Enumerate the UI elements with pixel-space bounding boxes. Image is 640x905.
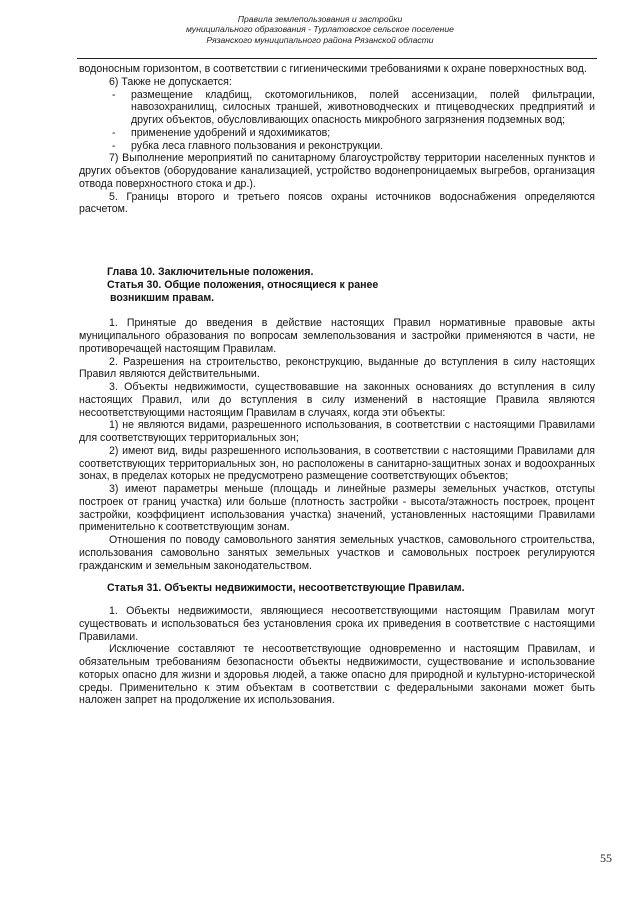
article-30-paragraph-2: 2. Разрешения на строительство, реконструкцию, выданные до вступления в силу настоящих Правил являются действительными. [79, 355, 595, 381]
paragraph-item-7: 7) Выполнение мероприятий по санитарному благоустройству территории населенных пунктов и других объектов (оборудование канализацией, устройство водонепроницаемых выгребов, организация отвода поверхностного стока и др.). [79, 152, 595, 190]
article-30-subitem-1: 1) не являются видами, разрешенного использования, в соответствии с настоящими Правилами для соответствующих территориальных зон; [79, 419, 595, 444]
list-item [79, 89, 595, 127]
list-dash: - [112, 139, 116, 152]
article-31-paragraph-2: Исключение составляют те несоответствующие одновременно и настоящим Правилам, и обязательным требованиям безопасности объекты недвижимости, существование и использование которых опасно для жизни и здоровья людей, а также опасно для природной и культурно-исторической среды. Применительно к этим объектам в соответствии с федеральными законами может быть наложен запрет на продолжение их использования. [79, 643, 595, 707]
list-item-text: размещение кладбищ, скотомогильников, полей ассенизации, полей фильтрации, навозохранилищ, силосных траншей, животноводческих и птицеводческих предприятий и других объектов, обусловливающих опасность микробного загрязнения подземных вод; [131, 88, 595, 126]
header-divider [77, 58, 597, 59]
article-30-subitem-3: 3) имеют параметры меньше (площадь и линейные размеры земельных участков, отступы построек от границ участка) или больше (плотность застройки - высота/этажность построек, процент застройки, коэффициент использования участка) значений, установленных настоящими Правилами применительно к соответствующим зонам. [79, 483, 595, 534]
article-31-paragraph-1: 1. Объекты недвижимости, являющиеся несоответствующими настоящим Правилам могут существовать и использоваться без установления срока их приведения в соответствие с настоящими Правилами. [79, 605, 595, 643]
article-30-heading-line-1: Статья 30. Общие положения, относящиеся к ранее [107, 278, 379, 291]
article-31-heading: Статья 31. Объекты недвижимости, несоответствующие Правилам. [107, 582, 465, 595]
header-line-3: Рязанского муниципального района Рязанской области [206, 34, 434, 45]
list-dash: - [112, 88, 116, 101]
header-line-1: Правила землепользования и застройки [237, 14, 403, 24]
header-line-2: муниципального образования - Турлатовское сельское поселение [186, 24, 454, 35]
article-30-heading-line-2: возникшим правам. [110, 291, 215, 304]
paragraph-item-6: 6) Также не допускается: [109, 75, 232, 88]
article-30-subitem-2: 2) имеют вид, виды разрешенного использования, в соответствии с настоящими Правилами для соответствующих территориальных зон, но расположены в санитарно-защитных зонах и водоохранных зонах, в пределах которых не предусмотрено размещение соответствующих объектов; [79, 444, 595, 483]
document-body [79, 63, 595, 707]
article-30-paragraph-1: 1. Принятые до введения в действие настоящих Правил нормативные правовые акты муниципального образования по вопросам землепользования и застройки применяются в части, не противоречащей настоящим Правилам. [79, 317, 595, 355]
list-item-text: применение удобрений и ядохимикатов; [131, 126, 331, 139]
article-30-paragraph-3: 3. Объекты недвижимости, существовавшие на законных основаниях до вступления в силу настоящих Правил, или до вступления в силу изменений в настоящие Правила являются несоответствующими настоящим Правилам в случаях, когда эти объекты: [79, 381, 595, 419]
list-item [79, 127, 595, 140]
list-dash: - [112, 126, 116, 139]
list-item-text: рубка леса главного пользования и реконструкции. [131, 139, 384, 152]
list-item [79, 140, 595, 153]
article-30-relations-paragraph: Отношения по поводу самовольного занятия земельных участков, самовольного строительства, использования самовольно занятых земельных участков и самовольных построек регулируются гражданским и земельным законодательством. [79, 534, 595, 572]
page-number: 55 [600, 851, 612, 865]
running-header [0, 14, 640, 45]
paragraph-continuation: водоносным горизонтом, в соответствии с гигиеническими требованиями к охране поверхностных вод. [79, 63, 587, 75]
paragraph-item-5: 5. Границы второго и третьего поясов охраны источников водоснабжения определяются расчетом. [79, 190, 595, 216]
chapter-heading: Глава 10. Заключительные положения. [107, 266, 314, 278]
